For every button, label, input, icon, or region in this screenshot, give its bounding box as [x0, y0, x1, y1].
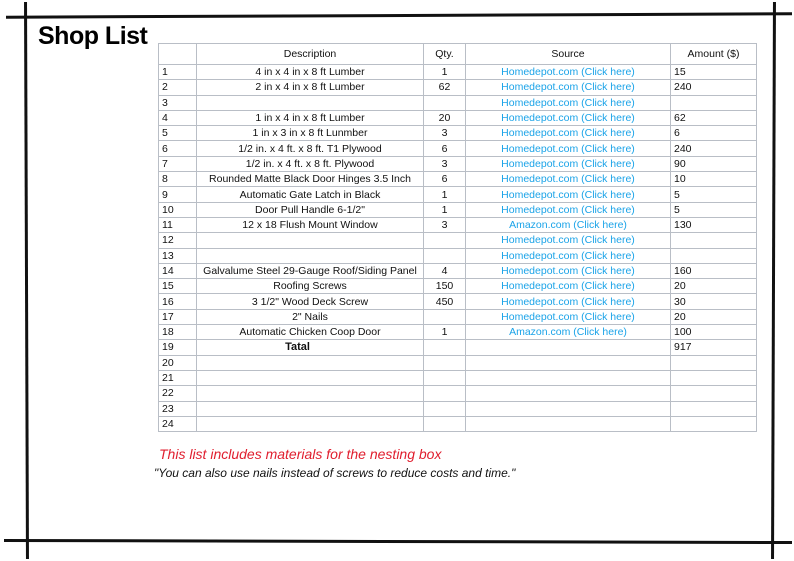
table-row: [159, 126, 757, 141]
row-number-cell: 2: [159, 80, 197, 95]
amount-cell: 5: [671, 202, 757, 217]
nails-tip-note: "You can also use nails instead of screws to reduce costs and time.": [154, 466, 516, 480]
row-number-cell: 14: [159, 263, 197, 278]
quantity-cell: [424, 340, 466, 355]
source-link[interactable]: Homedepot.com (Click here): [466, 202, 671, 217]
row-number-cell: 4: [159, 110, 197, 125]
table-row: [159, 65, 757, 80]
row-number-cell: 24: [159, 416, 197, 431]
quantity-cell: [424, 309, 466, 324]
row-number-cell: 9: [159, 187, 197, 202]
row-number-cell: 5: [159, 126, 197, 141]
row-number-cell: 15: [159, 279, 197, 294]
amount-cell: 100: [671, 325, 757, 340]
table-row: [159, 248, 757, 263]
amount-cell: [671, 233, 757, 248]
table-row: [159, 141, 757, 156]
table-body: [159, 65, 757, 432]
amount-cell: 917: [671, 340, 757, 355]
table-row: [159, 309, 757, 324]
header-amount: Amount ($): [671, 44, 757, 65]
quantity-cell: [424, 95, 466, 110]
quantity-cell: [424, 416, 466, 431]
table-row: [159, 156, 757, 171]
table-row: [159, 187, 757, 202]
table-row: [159, 202, 757, 217]
nesting-box-note: This list includes materials for the nesting box: [159, 446, 442, 462]
source-cell: [466, 401, 671, 416]
shop-list-table: [158, 43, 757, 432]
description-cell: [197, 386, 424, 401]
row-number-cell: 11: [159, 217, 197, 232]
table-row: [159, 263, 757, 278]
row-number-cell: 19: [159, 340, 197, 355]
amount-cell: 15: [671, 65, 757, 80]
row-number-cell: 6: [159, 141, 197, 156]
amount-cell: 6: [671, 126, 757, 141]
frame-left-line: [24, 2, 29, 559]
table-row: [159, 233, 757, 248]
quantity-cell: [424, 355, 466, 370]
source-cell: [466, 370, 671, 385]
row-number-cell: 12: [159, 233, 197, 248]
source-link[interactable]: Homedepot.com (Click here): [466, 95, 671, 110]
description-cell: [197, 95, 424, 110]
description-cell: [197, 416, 424, 431]
source-link[interactable]: Homedepot.com (Click here): [466, 110, 671, 125]
description-cell: Roofing Screws: [197, 279, 424, 294]
quantity-cell: 1: [424, 65, 466, 80]
source-cell: [466, 386, 671, 401]
description-cell: 3 1/2" Wood Deck Screw: [197, 294, 424, 309]
source-link[interactable]: Homedepot.com (Click here): [466, 141, 671, 156]
description-cell: 4 in x 4 in x 8 ft Lumber: [197, 65, 424, 80]
description-cell: [197, 370, 424, 385]
source-link[interactable]: Homedepot.com (Click here): [466, 126, 671, 141]
amount-cell: 240: [671, 80, 757, 95]
table-row: [159, 279, 757, 294]
source-link[interactable]: Homedepot.com (Click here): [466, 294, 671, 309]
amount-cell: [671, 386, 757, 401]
quantity-cell: 3: [424, 156, 466, 171]
description-cell: 1 in x 3 in x 8 ft Lunmber: [197, 126, 424, 141]
header-description: Description: [197, 44, 424, 65]
description-cell: 12 x 18 Flush Mount Window: [197, 217, 424, 232]
quantity-cell: 3: [424, 126, 466, 141]
description-cell: Automatic Chicken Coop Door: [197, 325, 424, 340]
quantity-cell: [424, 233, 466, 248]
description-cell: Galvalume Steel 29-Gauge Roof/Siding Panel: [197, 263, 424, 278]
description-cell: 2" Nails: [197, 309, 424, 324]
quantity-cell: 6: [424, 172, 466, 187]
table-row: [159, 80, 757, 95]
header-source: Source: [466, 44, 671, 65]
description-cell: 1 in x 4 in x 8 ft Lumber: [197, 110, 424, 125]
row-number-cell: 10: [159, 202, 197, 217]
quantity-cell: 1: [424, 325, 466, 340]
table-row: [159, 340, 757, 355]
table-row: [159, 401, 757, 416]
amount-cell: 10: [671, 172, 757, 187]
table-row: [159, 386, 757, 401]
amount-cell: [671, 248, 757, 263]
row-number-cell: 13: [159, 248, 197, 263]
source-link[interactable]: Homedepot.com (Click here): [466, 65, 671, 80]
header-quantity: Qty.: [424, 44, 466, 65]
quantity-cell: 4: [424, 263, 466, 278]
amount-cell: [671, 370, 757, 385]
amount-cell: 5: [671, 187, 757, 202]
quantity-cell: 1: [424, 187, 466, 202]
source-link[interactable]: Homedepot.com (Click here): [466, 233, 671, 248]
amount-cell: 130: [671, 217, 757, 232]
table-row: [159, 294, 757, 309]
amount-cell: 30: [671, 294, 757, 309]
table-row: [159, 370, 757, 385]
row-number-cell: 16: [159, 294, 197, 309]
row-number-cell: 18: [159, 325, 197, 340]
description-cell: 2 in x 4 in x 8 ft Lumber: [197, 80, 424, 95]
quantity-cell: [424, 248, 466, 263]
table-row: [159, 325, 757, 340]
description-cell: Tatal: [197, 340, 424, 355]
table-header-row: [159, 44, 757, 65]
amount-cell: [671, 95, 757, 110]
table-row: [159, 217, 757, 232]
description-cell: [197, 401, 424, 416]
row-number-cell: 20: [159, 355, 197, 370]
table-row: [159, 416, 757, 431]
row-number-cell: 8: [159, 172, 197, 187]
quantity-cell: 20: [424, 110, 466, 125]
quantity-cell: 6: [424, 141, 466, 156]
amount-cell: 20: [671, 279, 757, 294]
amount-cell: [671, 416, 757, 431]
description-cell: [197, 248, 424, 263]
amount-cell: [671, 401, 757, 416]
amount-cell: 20: [671, 309, 757, 324]
source-link[interactable]: Homedepot.com (Click here): [466, 248, 671, 263]
source-cell: [466, 340, 671, 355]
source-link[interactable]: Homedepot.com (Click here): [466, 279, 671, 294]
quantity-cell: 3: [424, 217, 466, 232]
row-number-cell: 3: [159, 95, 197, 110]
quantity-cell: 150: [424, 279, 466, 294]
frame-right-line: [771, 2, 776, 559]
amount-cell: 90: [671, 156, 757, 171]
row-number-cell: 23: [159, 401, 197, 416]
table-row: [159, 110, 757, 125]
description-cell: 1/2 in. x 4 ft. x 8 ft. Plywood: [197, 156, 424, 171]
source-link[interactable]: Homedepot.com (Click here): [466, 263, 671, 278]
header-number: [159, 44, 197, 65]
table-row: [159, 172, 757, 187]
table-row: [159, 95, 757, 110]
description-cell: [197, 355, 424, 370]
row-number-cell: 22: [159, 386, 197, 401]
description-cell: Door Pull Handle 6-1/2": [197, 202, 424, 217]
source-cell: [466, 416, 671, 431]
page-title: Shop List: [38, 22, 148, 50]
source-cell: [466, 355, 671, 370]
quantity-cell: 62: [424, 80, 466, 95]
row-number-cell: 17: [159, 309, 197, 324]
description-cell: 1/2 in. x 4 ft. x 8 ft. T1 Plywood: [197, 141, 424, 156]
source-link[interactable]: Homedepot.com (Click here): [466, 156, 671, 171]
description-cell: [197, 233, 424, 248]
source-link[interactable]: Homedepot.com (Click here): [466, 80, 671, 95]
amount-cell: 240: [671, 141, 757, 156]
frame-top-line: [6, 12, 792, 18]
amount-cell: 160: [671, 263, 757, 278]
description-cell: Rounded Matte Black Door Hinges 3.5 Inch: [197, 172, 424, 187]
source-link[interactable]: Amazon.com (Click here): [466, 217, 671, 232]
source-link[interactable]: Homedepot.com (Click here): [466, 187, 671, 202]
table-row: [159, 355, 757, 370]
frame-bottom-line: [4, 539, 792, 544]
amount-cell: [671, 355, 757, 370]
row-number-cell: 21: [159, 370, 197, 385]
source-link[interactable]: Amazon.com (Click here): [466, 325, 671, 340]
quantity-cell: [424, 370, 466, 385]
quantity-cell: [424, 401, 466, 416]
quantity-cell: 450: [424, 294, 466, 309]
description-cell: Automatic Gate Latch in Black: [197, 187, 424, 202]
quantity-cell: 1: [424, 202, 466, 217]
source-link[interactable]: Homedepot.com (Click here): [466, 172, 671, 187]
amount-cell: 62: [671, 110, 757, 125]
source-link[interactable]: Homedepot.com (Click here): [466, 309, 671, 324]
row-number-cell: 7: [159, 156, 197, 171]
row-number-cell: 1: [159, 65, 197, 80]
quantity-cell: [424, 386, 466, 401]
